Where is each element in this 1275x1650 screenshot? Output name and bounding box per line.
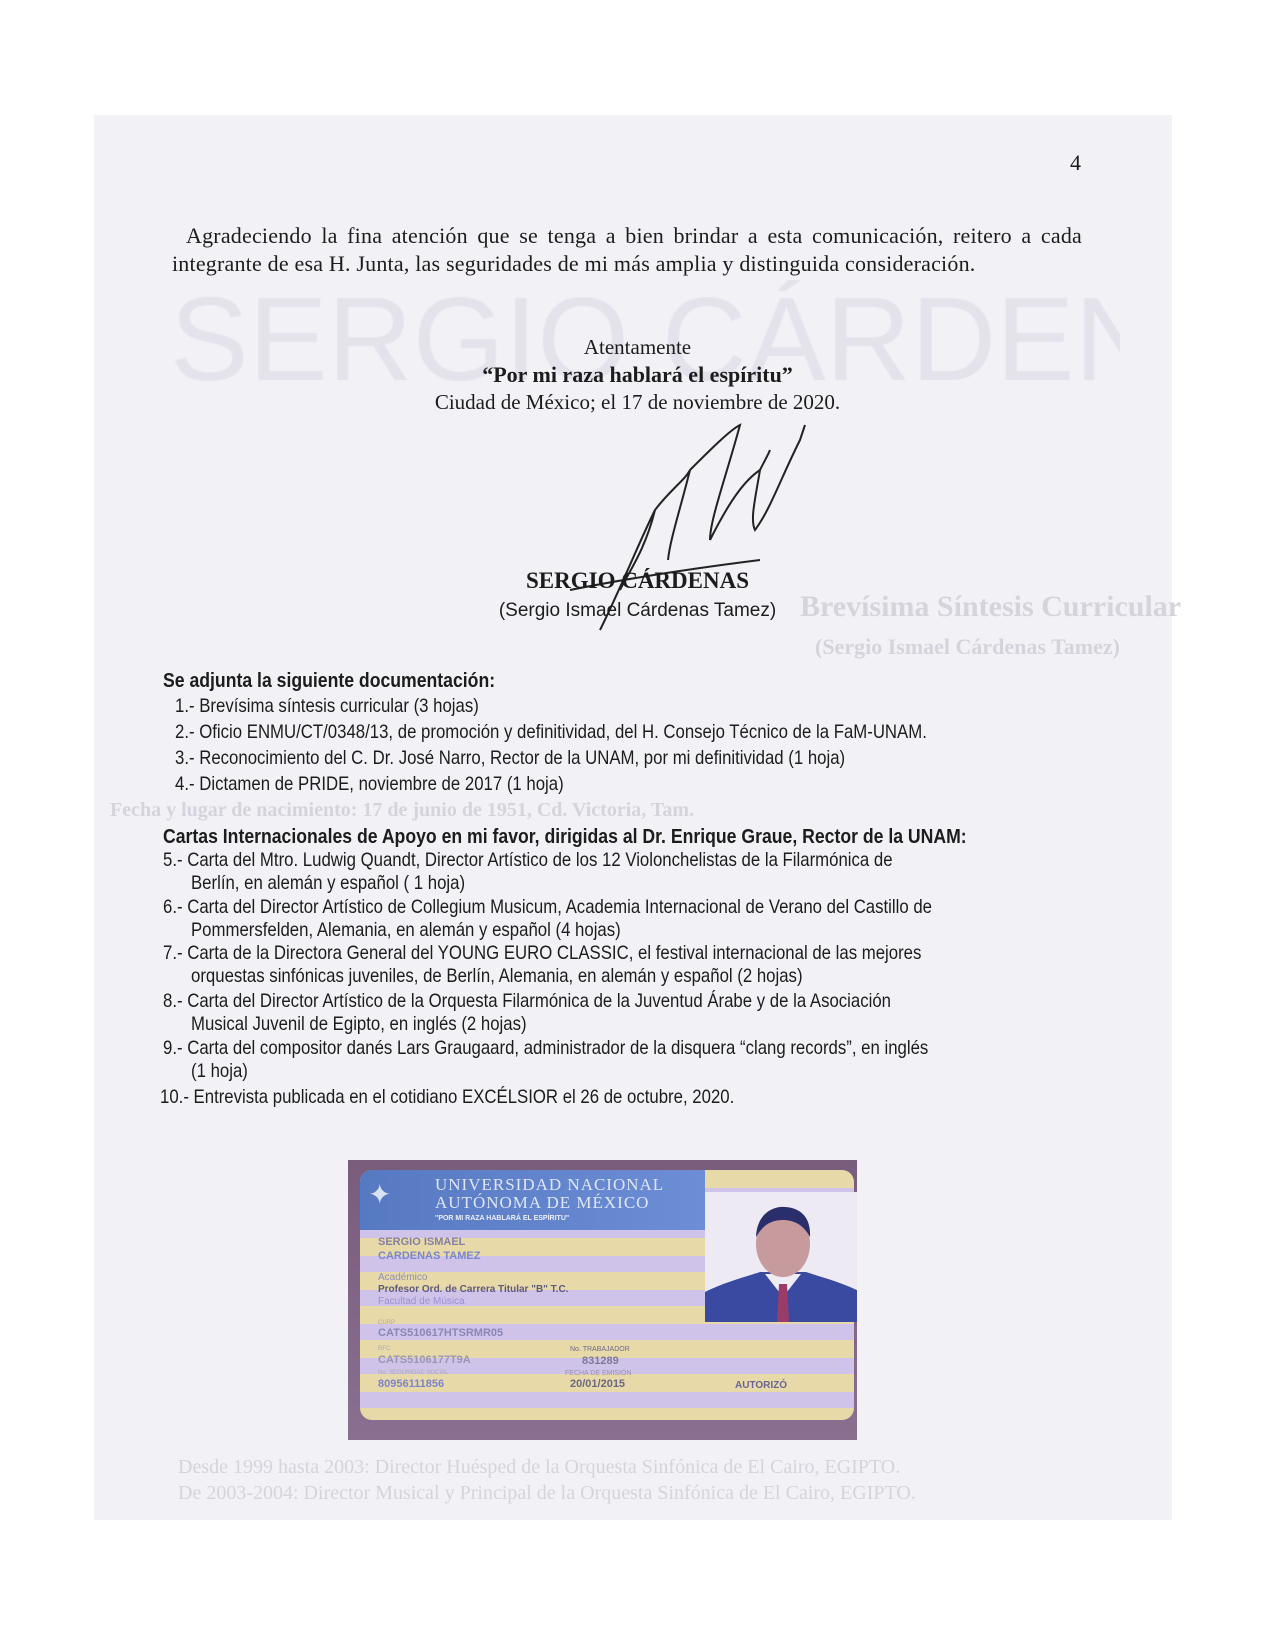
attachments-heading: Se adjunta la siguiente documentación: (163, 669, 496, 692)
id-nss-label: No. SEGURIDAD SOCIAL (378, 1370, 449, 1376)
id-curp: CATS510617HTSRMR05 (378, 1327, 504, 1339)
id-name-2: CARDENAS TAMEZ (378, 1250, 481, 1262)
id-rfc: CATS5106177T9A (378, 1354, 471, 1366)
id-worker-no: 831289 (582, 1355, 619, 1367)
id-faculty: Facultad de Música (378, 1296, 465, 1307)
unam-seal-icon: ✦ (368, 1179, 392, 1210)
signer-full-name: (Sergio Ismael Cárdenas Tamez) (498, 600, 777, 621)
signer-name: SERGIO CÁRDENAS (525, 568, 749, 593)
salutation: Atentamente (583, 335, 692, 359)
page-number: 4 (1070, 150, 1081, 175)
id-university-2: AUTÓNOMA DE MÉXICO (435, 1193, 650, 1212)
attachment-item: 2.- Oficio ENMU/CT/0348/13, de promoción y definitividad, del H. Consejo Técnico de la FaM-UNAM. (175, 721, 927, 743)
closing-text: Agradeciendo la fina atención que se tenga a bien brindar a esta comunicación, reitero a cada integrante de esa H. Junta, las seguridades de mi más amplia y distinguida consideración. (172, 223, 1082, 276)
id-authorized: AUTORIZÓ (735, 1380, 788, 1391)
person-portrait-icon (705, 1192, 857, 1322)
letter-item: 9.- Carta del compositor danés Lars Graugaard, administrador de la disquera “clang records”, en inglés (163, 1037, 929, 1059)
id-nss: 80956111856 (378, 1378, 445, 1390)
letter-item-cont: Berlín, en alemán y español ( 1 hoja) (191, 872, 466, 894)
id-card-image (348, 1160, 857, 1440)
id-university-1: UNIVERSIDAD NACIONAL (435, 1175, 665, 1194)
id-curp-label: CURP (378, 1320, 396, 1326)
bleed-line: De 2003-2004: Director Musical y Principal de la Orquesta Sinfónica de El Cairo, EGIPTO. (178, 1482, 916, 1504)
attachment-item: 1.- Brevísima síntesis curricular (3 hojas) (175, 695, 479, 717)
letter-item-cont: Pommersfelden, Alemania, en alemán y español (4 hojas) (191, 919, 621, 941)
letter-item: 8.- Carta del Director Artístico de la Orquesta Filarmónica de la Juventud Árabe y de la Asociación (163, 990, 891, 1012)
motto: “Por mi raza hablará el espíritu” (482, 362, 793, 387)
bleed-subtitle: (Sergio Ismael Cárdenas Tamez) (815, 634, 1120, 659)
attachment-item: 4.- Dictamen de PRIDE, noviembre de 2017 (1 hoja) (175, 773, 564, 795)
letter-item: 5.- Carta del Mtro. Ludwig Quandt, Director Artístico de los 12 Violonchelistas de la Filarmónica de (163, 849, 893, 871)
letter-item-cont: orquestas sinfónicas juveniles, de Berlín, Alemania, en alemán y español (2 hojas) (191, 965, 803, 987)
id-role: Académico (378, 1272, 428, 1283)
attachment-item: 3.- Reconocimiento del C. Dr. José Narro, Rector de la UNAM, por mi definitividad (1 hoja) (175, 747, 846, 769)
id-name-1: SERGIO ISMAEL (378, 1236, 466, 1248)
letter-item-cont: (1 hoja) (191, 1060, 248, 1082)
bleed-birth: Fecha y lugar de nacimiento: 17 de junio de 1951, Cd. Victoria, Tam. (110, 799, 695, 821)
letter-item: 6.- Carta del Director Artístico de Collegium Musicum, Academia Internacional de Verano del Castillo de (163, 896, 933, 918)
id-card-header (360, 1170, 705, 1230)
id-photo (705, 1192, 857, 1322)
id-issue-date: 20/01/2015 (570, 1378, 626, 1390)
id-issue-label: FECHA DE EMISIÓN (565, 1370, 632, 1377)
id-worker-label: No. TRABAJADOR (570, 1346, 630, 1353)
id-position: Profesor Ord. de Carrera Titular "B" T.C. (378, 1284, 569, 1295)
id-rfc-label: RFC (378, 1346, 391, 1352)
letters-heading: Cartas Internacionales de Apoyo en mi favor, dirigidas al Dr. Enrique Graue, Rector de la UNAM: (163, 825, 967, 848)
bleed-line: Desde 1999 hasta 2003: Director Huésped de la Orquesta Sinfónica de El Cairo, EGIPTO. (178, 1456, 901, 1478)
letter-item-cont: Musical Juvenil de Egipto, en inglés (2 hojas) (191, 1013, 527, 1035)
bleed-title: Brevísima Síntesis Curricular (800, 590, 1182, 623)
place-date: Ciudad de México; el 17 de noviembre de 2020. (434, 390, 841, 414)
letter-item: 7.- Carta de la Directora General del YOUNG EURO CLASSIC, el festival internacional de las mejores (163, 942, 922, 964)
closing-paragraph (172, 222, 1082, 278)
letter-item: 10.- Entrevista publicada en el cotidiano EXCÉLSIOR el 26 de octubre, 2020. (160, 1086, 735, 1108)
id-motto: "POR MI RAZA HABLARÁ EL ESPÍRITU" (435, 1215, 570, 1222)
